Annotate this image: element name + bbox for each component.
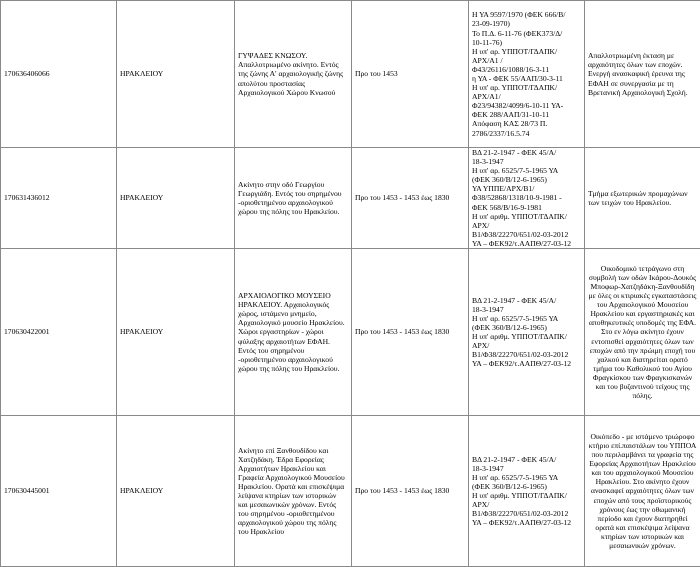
legal-line: 18-3-1947 [472, 157, 581, 166]
cell-period: Προ του 1453 [352, 1, 469, 148]
legal-line: ΥΑ ΥΠΠΕ/ΑΡΧ/Β1/ [472, 184, 581, 193]
cell-description: Ακίνητο επί Ξανθουδίδου και Χατζηδάκη. Έδρα Εφορείας Αρχαιοτήτων Ηρακλείου και Γραφεία Αρχαιολογικού Μουσείου Ηρακλείου. Ορατά και επισκέψιμα λείψανα κτηρίων των ιστορικών και μεσαιωνικών χρόνων. Εντός του σηρημένου -οριοθετημένου αρχαιολογικού χώρου της πόλης του Ηρακλείου [235, 416, 352, 567]
cell-remarks: Οικοδομικό τετράγωνο στη συμβολή των οδών Ικάρου-Δουκός Μποφωρ-Χατζηδάκη-Ξανθουδίδη με όλες οι κτιριακές εγκαταστάσεις του Αρχαιολογικού Μουσείου Ηρακλείου και εργαστηριακές και αποθηκευτικές υποδομές της ΕΦΑ. Στο εν λόγω ακίνητο έχουν εντοπισθεί αρχαιότητες όλων των εποχών από την πρώιμη εποχή του χαλκού και διατηρείται ορατό τμήμα του Καθολικού του Αγίου Φραγκίσκου των Φραγκισκανών και του βυζαντινού τείχους της πόλης. [585, 249, 700, 416]
cell-period: Προ του 1453 - 1453 έως 1830 [352, 148, 469, 249]
cell-description: ΑΡΧΑΙΟΛΟΓΙΚΟ ΜΟΥΣΕΙΟ ΗΡΑΚΛΕΙΟΥ. Αρχαιολογικός χώρος, ιστάμενο μνημείο, Αρχαιολογικό μουσείο Ηρακλείου. Χώροι εργαστηρίων - χώροι φύλαξης αρχαιοτήτων ΕΦΑΗ. Εντός του σηρημένου -οριοθετημένου αρχαιολογικού χώρου της πόλης του Ηρακλείου. [235, 249, 352, 416]
cell-remarks: Οικόπεδο - με ιστάμενο τριώροφο κτήριο επί.παιστάλων του ΥΠΠΟΑ που περιλαμβάνει τα γραφεία της Εφορείας Αρχαιοτήτων Ηρακλείου και του αρχαιολογικού Μουσείου Ηρακλείου. Στο ακίνητο έχουν ανασκαφεί αρχαιότητες όλων των εποχών από τους προϊστορικούς χρόνους έως την οθωμανική περίοδο και έχουν διατηρηθεί ορατά και επισκέψιμα λείψανα κτηρίων των ιστορικών και μεσαιωνικών χρόνων. [585, 416, 700, 567]
legal-line: Φ43/26116/1088/16-3-11 [472, 65, 581, 74]
legal-line: Φ38/52868/1318/10-9-1981 - [472, 193, 581, 202]
cell-remarks: Τμήμα εξωτερικών προμαχώνων των τειχών του Ηρακλείου. [585, 148, 700, 249]
legal-line: (ΦΕΚ 360/Β/12-6-1965) [472, 175, 581, 184]
cell-region: ΗΡΑΚΛΕΙΟΥ [117, 416, 235, 567]
legal-line: ΥΑ – ΦΕΚ92/τ.ΑΑΠΘ/27-03-12 [472, 518, 581, 527]
legal-line: Η υπ' αρ. ΥΠΠΟΤ/ΓΔΑΠΚ/ [472, 47, 581, 56]
cell-period: Προ του 1453 - 1453 έως 1830 [352, 416, 469, 567]
cell-region: ΗΡΑΚΛΕΙΟΥ [117, 249, 235, 416]
legal-line: Η υπ' αρ. 6525/7-5-1965 ΥΑ [472, 166, 581, 175]
cell-legal [469, 1, 585, 148]
legal-line: ΦΕΚ 568/Β/16-9-1981 [472, 203, 581, 212]
legal-line: ΥΑ – ΦΕΚ92/τ.ΑΑΠΘ/27-03-12 [472, 359, 581, 368]
legal-line: Φ23/94382/4099/6-10-11 ΥΑ- [472, 101, 581, 110]
legal-line: Απόφαση ΚΑΣ 28/73 Π. [472, 119, 581, 128]
legal-line: Η υπ' αριθμ. ΥΠΠΟΤ/ΓΔΑΠΚ/ [472, 491, 581, 500]
legal-line: ΑΡΧ/Α1/ [472, 92, 581, 101]
table-row [1, 148, 700, 249]
cell-legal [469, 148, 585, 249]
cell-description: ΓΥΨΑΔΕΣ ΚΝΩΣΟΥ. Απαλλοτριωμένο ακίνητο. Εντός της ζώνης Α' αρχαιολογικής ζώνης απολύτου προστασίας Αρχαιολογικού Χώρου Κνωσού [235, 1, 352, 148]
cell-code: 170630422001 [1, 249, 117, 416]
legal-line: Η υπ' αρ. 6525/7-5-1965 ΥΑ [472, 314, 581, 323]
legal-line: 23-09-1970) [472, 19, 581, 28]
legal-line: Β1/Φ38/22270/651/02-03-2012 [472, 350, 581, 359]
legal-line: ΑΡΧ/Α1 / [472, 56, 581, 65]
table-row [1, 249, 700, 416]
cell-region: ΗΡΑΚΛΕΙΟΥ [117, 1, 235, 148]
cell-remarks: Απαλλοτριωμένη έκταση με αρχαιότητες όλων των εποχών. Ενεργή ανασκαφική έρευνα της ΕΦΑΗ σε συνεργασία με τη Βρετανική Αρχαιολογική Σχολή. [585, 1, 700, 148]
legal-line: Β1/Φ38/22270/651/02-03-2012 [472, 230, 581, 239]
cell-region: ΗΡΑΚΛΕΙΟΥ [117, 148, 235, 249]
legal-line: (ΦΕΚ 360/Β/12-6-1965) [472, 323, 581, 332]
legal-line: Το Π.Δ. 6-11-76 (ΦΕΚ373/Δ/ [472, 29, 581, 38]
legal-line: ΑΡΧ/ [472, 341, 581, 350]
legal-line: ΒΔ 21-2-1947 - ΦΕΚ 45/Α/ [472, 148, 581, 157]
legal-line: ΥΑ – ΦΕΚ92/τ.ΑΑΠΘ/27-03-12 [472, 239, 581, 248]
table-row [1, 1, 700, 148]
legal-line: Η ΥΑ 9597/1970 (ΦΕΚ 666/Β/ [472, 10, 581, 19]
legal-line: Η υπ' αριθμ. ΥΠΠΟΤ/ΓΔΑΠΚ/ [472, 212, 581, 221]
cell-legal [469, 416, 585, 567]
cell-code: 170636406066 [1, 1, 117, 148]
legal-line: 18-3-1947 [472, 305, 581, 314]
table-row [1, 416, 700, 567]
legal-line: ΒΔ 21-2-1947 - ΦΕΚ 45/Α/ [472, 296, 581, 305]
legal-line: 10-11-76) [472, 38, 581, 47]
cell-code: 170631436012 [1, 148, 117, 249]
legal-line: 2786/2337/16.5.74 [472, 129, 581, 138]
legal-line: Η υπ' αρ. 6525/7-5-1965 ΥΑ [472, 473, 581, 482]
legal-line: ΑΡΧ/ [472, 500, 581, 509]
legal-line: (ΦΕΚ 360/Β/12-6-1965) [472, 482, 581, 491]
cell-description: Ακίνητο στην οδό Γεωργίου Γεωργιάδη. Εντός του σηρημένου -οριοθετημένου αρχαιολογικού χώρου της πόλης του Ηρακλείου. [235, 148, 352, 249]
legal-line: ΦΕΚ 288/ΑΑΠ/31-10-11 [472, 110, 581, 119]
cell-period: Προ του 1453 - 1453 έως 1830 [352, 249, 469, 416]
legal-line: Η υπ' αρ. ΥΠΠΟΤ/ΓΔΑΠΚ/ [472, 83, 581, 92]
legal-line: ΒΔ 21-2-1947 - ΦΕΚ 45/Α/ [472, 455, 581, 464]
legal-line: η ΥΑ - ΦΕΚ 55/ΑΑΠ/30-3-11 [472, 74, 581, 83]
legal-line: 18-3-1947 [472, 464, 581, 473]
legal-line: Η υπ' αριθμ. ΥΠΠΟΤ/ΓΔΑΠΚ/ [472, 332, 581, 341]
legal-line: ΑΡΧ/ [472, 221, 581, 230]
legal-line: Β1/Φ38/22270/651/02-03-2012 [472, 509, 581, 518]
cell-code: 170630445001 [1, 416, 117, 567]
cell-legal [469, 249, 585, 416]
